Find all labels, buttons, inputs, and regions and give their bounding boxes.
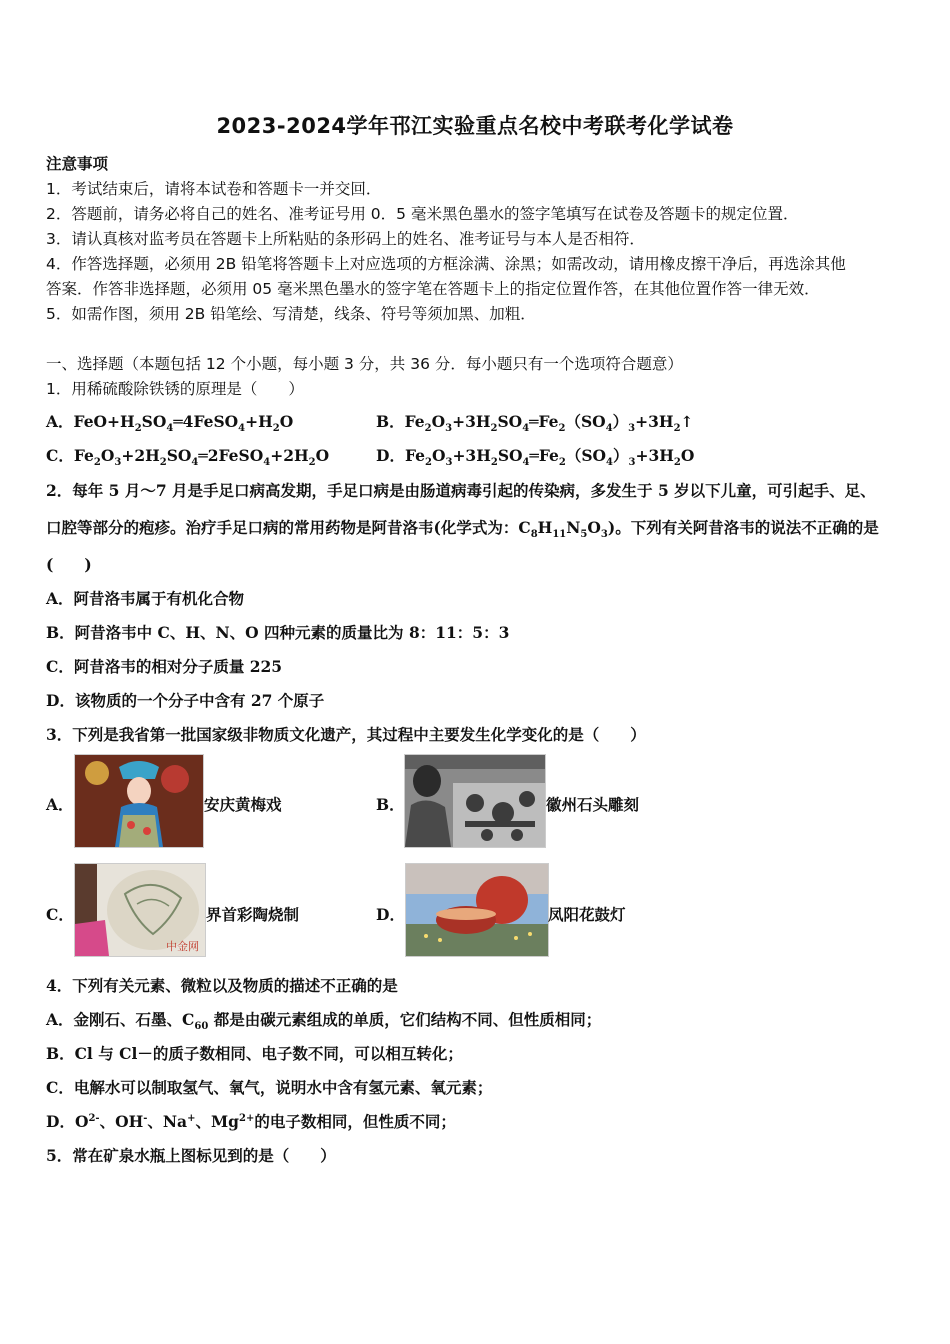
watermark-text: 中金网 (166, 940, 199, 953)
notice-item-2: 2．答题前，请务必将自己的姓名、准考证号用 0．5 毫米黑色墨水的签字笔填写在试卷及答题卡的规定位置． (46, 205, 799, 223)
stone-carving-image (404, 754, 546, 848)
q3-stem: 3．下列是我省第一批国家级非物质文化遗产，其过程中主要发生化学变化的是（ ） (46, 725, 646, 744)
q3-option-c-text: 界首彩陶烧制 (206, 905, 300, 924)
q3-option-a-label: A． (46, 795, 74, 814)
q2-option-b: B．阿昔洛韦中 C、H、N、O 四种元素的质量比为 8：11：5：3 (46, 623, 510, 642)
section-heading: 一、选择题（本题包括 12 个小题，每小题 3 分，共 36 分．每小题只有一个选项符合题意） (46, 355, 683, 373)
q2-line-2: 口腔等部分的疱疹。治疗手足口病的常用药物是阿昔洛韦(化学式为：$C_8H_{11}N_5O_3$)。下列有关阿昔洛韦的说法不正确的是 (46, 518, 879, 541)
q2-line-1: 2．每年 5 月～7 月是手足口病高发期，手足口病是由肠道病毒引起的传染病，多发生于 5 岁以下儿童，可引起手、足、 (46, 481, 876, 500)
q2-line-3: ( ) (46, 555, 92, 574)
q3-option-d-text: 凤阳花鼓灯 (548, 905, 626, 924)
q1-option-d: D．$Fe_2O_3+3H_2SO_4═Fe_2(SO_4)_3+3H_2O$ (376, 446, 695, 469)
notice-item-4-cont: 答案．作答非选择题，必须用 05 毫米黑色墨水的签字笔在答题卡上的指定位置作答，在其他位置作答一律无效． (46, 280, 820, 298)
flower-drum-building-image (405, 863, 549, 957)
q2-option-a: A．阿昔洛韦属于有机化合物 (46, 589, 245, 608)
opera-performer-image (74, 754, 204, 848)
notice-item-3: 3．请认真核对监考员在答题卡上所粘贴的条形码上的姓名、准考证号与本人是否相符． (46, 230, 645, 248)
pottery-image (74, 863, 206, 957)
q1-option-b: B．$Fe_2O_3+3H_2SO_4═Fe_2(SO_4)_3+3H_2↑$ (376, 412, 694, 435)
q3-option-d-label: D． (376, 905, 405, 924)
q2-option-d: D．该物质的一个分子中含有 27 个原子 (46, 691, 325, 710)
notice-item-5: 5．如需作图，须用 2B 铅笔绘、写清楚，线条、符号等须加黑、加粗． (46, 305, 536, 323)
q4-option-c: C．电解水可以制取氢气、氧气，说明水中含有氢元素、氧元素； (46, 1078, 493, 1097)
notice-heading: 注意事项 (46, 155, 109, 173)
q4-option-a: A．金刚石、石墨、$C_{60}$ 都是由碳元素组成的单质，它们结构不同、但性质相同； (46, 1010, 602, 1033)
q3-option-b-label: B． (376, 795, 405, 814)
notice-item-1: 1．考试结束后，请将本试卷和答题卡一并交回． (46, 180, 382, 198)
notice-item-4: 4．作答选择题，必须用 2B 铅笔将答题卡上对应选项的方框涂满、涂黑；如需改动，请用橡皮擦干净后，再选涂其他 (46, 255, 846, 273)
q2-option-c: C．阿昔洛韦的相对分子质量 225 (46, 657, 283, 676)
q1-stem: 1．用稀硫酸除铁锈的原理是（ ） (46, 380, 304, 398)
q3-option-a-text: 安庆黄梅戏 (204, 795, 282, 814)
q4-option-b: B．Cl 与 Cl－的质子数相同、电子数不同，可以相互转化； (46, 1044, 463, 1063)
q5-stem: 5．常在矿泉水瓶上图标见到的是（ ） (46, 1146, 336, 1165)
page-title: 2023-2024学年邗江实验重点名校中考联考化学试卷 (216, 114, 734, 138)
q4-option-d: D．$O^{2-}$、OH-、Na+、$Mg^{2+}$的电子数相同，但性质不同； (46, 1112, 456, 1131)
q4-stem: 4．下列有关元素、微粒以及物质的描述不正确的是 (46, 976, 398, 995)
q1-option-c: C．$Fe_2O_3+2H_2SO_4═2FeSO_4+2H_2O$ (46, 446, 330, 469)
q3-option-c-label: C． (46, 905, 74, 924)
q1-option-a: A．$FeO+H_2SO_4═4FeSO_4+H_2O$ (46, 412, 294, 435)
q3-option-b-text: 徽州石头雕刻 (546, 795, 640, 814)
